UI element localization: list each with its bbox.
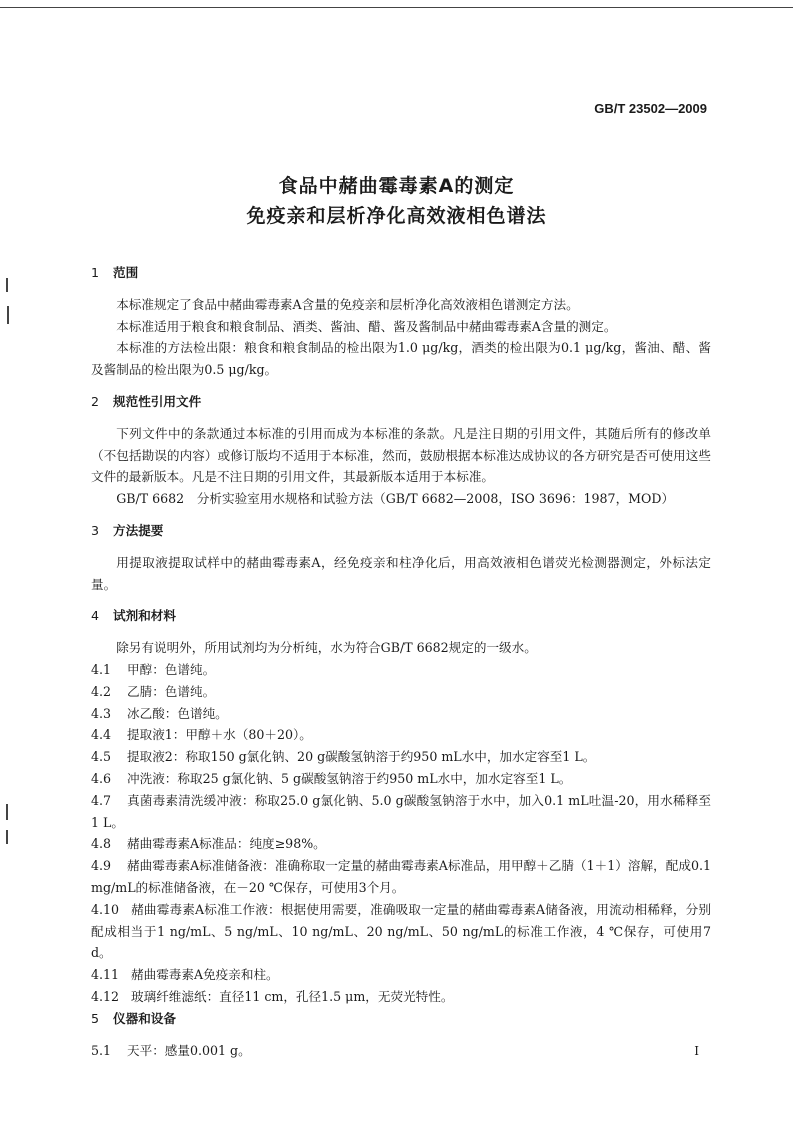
list-item: 5.1 天平：感量0.001 g。 [91,1042,251,1058]
list-item: 4.12 玻璃纤维滤纸：直径11 cm，孔径1.5 μm，无荧光特性。 [91,988,454,1004]
paragraph: 除另有说明外，所用试剂均为分析纯，水为符合GB/T 6682规定的一级水。 [116,640,537,656]
paragraph: 本标准的方法检出限：粮食和粮食制品的检出限为1.0 μg/kg，酒类的检出限为0.1 μg/kg，酱油、醋、酱及酱制品的检出限为0.5 μg/kg。 [91,340,711,378]
scan-mark [6,278,8,292]
document-title-line2: 免疫亲和层析净化高效液相色谱法 [246,205,547,227]
scan-mark [6,804,8,820]
section-heading-5: 5 仪器和设备 [91,1010,176,1026]
document-body [91,262,711,1061]
list-item: 4.9 赭曲霉毒素A标准储备液：准确称取一定量的赭曲霉毒素A标准品，用甲醇＋乙腈（1＋1）溶解，配成0.1 mg/mL的标准储备液，在－20 ℃保存，可使用3个月。 [91,858,711,895]
list-item: 4.3 冰乙酸：色谱纯。 [91,705,228,721]
list-item: 4.2 乙腈：色谱纯。 [91,683,216,699]
page-number: I [694,1044,699,1058]
list-item: 4.10 赭曲霉毒素A标准工作液：根据使用需要，准确吸取一定量的赭曲霉毒素A储备液，用流动相稀释，分别配成相当于1 ng/mL、5 ng/mL、10 ng/mL、20 ng/mL、50 ng/mL的标准工作液，4 ℃保存，可使用7 d。 [91,901,711,961]
paragraph: 用提取液提取试样中的赭曲霉毒素A，经免疫亲和柱净化后，用高效液相色谱荧光检测器测定，外标法定量。 [91,554,711,592]
scan-mark [6,830,8,844]
list-item: 4.5 提取液2：称取150 g氯化钠、20 g碳酸氢钠溶于约950 mL水中，加水定容至1 L。 [91,749,596,765]
paragraph: 下列文件中的条款通过本标准的引用而成为本标准的条款。凡是注日期的引用文件，其随后所有的修改单（不包括勘误的内容）或修订版均不适用于本标准，然而，鼓励根据本标准达成协议的各方研究是否可使用这些文件的最新版本。凡是不注日期的引用文件，其最新版本适用于本标准。 [91,425,711,485]
section-heading-1: 1 范围 [91,265,139,280]
paragraph: 本标准适用于粮食和粮食制品、酒类、酱油、醋、酱及酱制品中赭曲霉毒素A含量的测定。 [116,318,617,334]
list-item: 4.7 真菌毒素清洗缓冲液：称取25.0 g氯化钠、5.0 g碳酸氢钠溶于水中，加入0.1 mL吐温-20，用水稀释至1 L。 [91,792,711,830]
top-border-line [0,7,793,8]
list-item: 4.1 甲醇：色谱纯。 [91,661,216,677]
paragraph: GB/T 6682 分析实验室用水规格和试验方法（GB/T 6682—2008，ISO 3696：1987，MOD） [116,491,675,507]
paragraph: 本标准规定了食品中赭曲霉毒素A含量的免疫亲和层析净化高效液相色谱测定方法。 [116,296,579,312]
section-heading-4: 4 试剂和材料 [91,608,176,624]
scan-mark [7,306,9,324]
section-heading-2: 2 规范性引用文件 [91,393,202,409]
document-title-line1: 食品中赭曲霉毒素A的测定 [278,175,515,197]
list-item: 4.6 冲洗液：称取25 g氯化钠、5 g碳酸氢钠溶于约950 mL水中，加水定容至1 L。 [91,770,572,786]
list-item: 4.8 赭曲霉毒素A标准品：纯度≥98%。 [91,836,326,852]
list-item: 4.4 提取液1：甲醇＋水（80＋20）。 [91,727,312,743]
standard-code: GB/T 23502—2009 [594,101,707,116]
section-heading-3: 3 方法提要 [91,522,164,538]
list-item: 4.11 赭曲霉毒素A免疫亲和柱。 [91,967,279,983]
